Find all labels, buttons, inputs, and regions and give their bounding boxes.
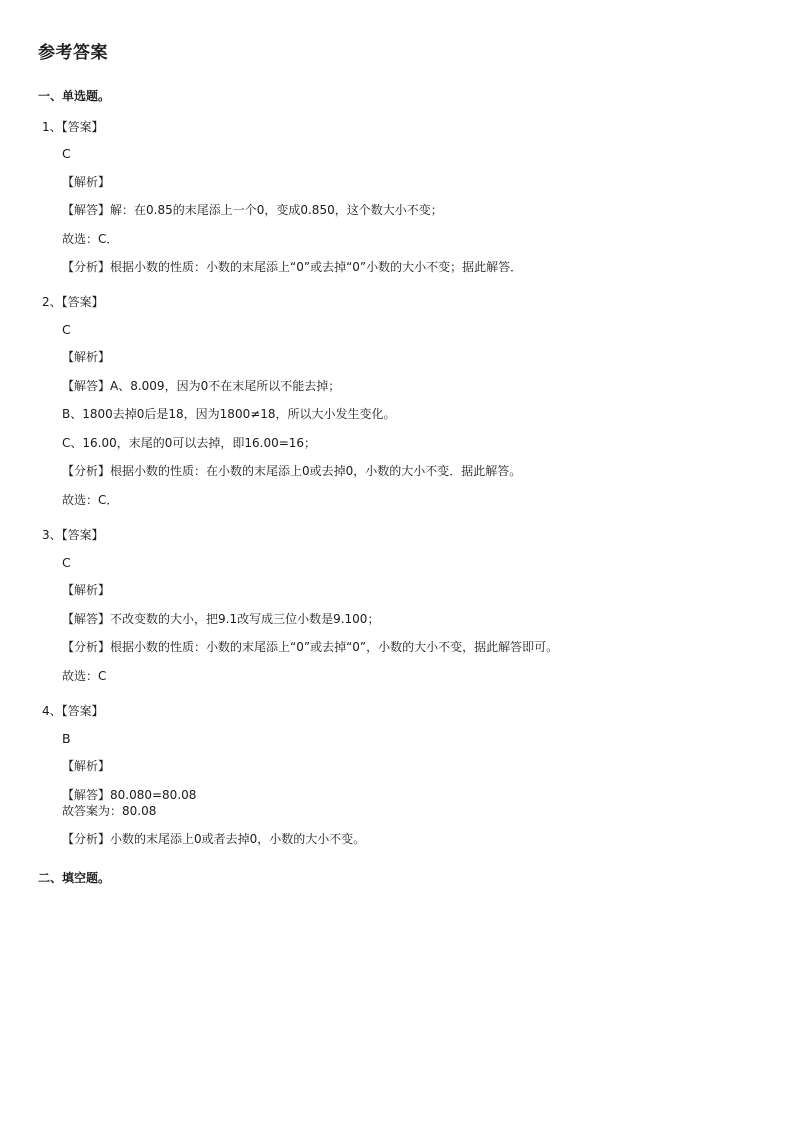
section-heading-single-choice: 一、单选题。 xyxy=(38,89,111,103)
question-1-reasoning: 【分析】根据小数的性质：小数的末尾添上“0”或去掉“0”小数的大小不变；据此解答． xyxy=(62,260,523,274)
question-4-answer: B xyxy=(62,731,71,746)
question-4-reasoning: 【分析】小数的末尾添上0或者去掉0，小数的大小不变。 xyxy=(62,832,366,846)
question-2-analysis-label: 【解析】 xyxy=(62,350,111,364)
question-2-number: 2、【答案】 xyxy=(42,295,104,309)
question-2-answer: C xyxy=(62,322,71,337)
question-2-reasoning: 【分析】根据小数的性质：在小数的末尾添上0或去掉0，小数的大小不变．据此解答。 xyxy=(62,464,522,478)
question-1-choice: 故选：C． xyxy=(62,232,119,246)
question-1-answer: C xyxy=(62,146,71,161)
question-4-solution: 【解答】80.080=80.08 xyxy=(62,788,197,802)
question-4-analysis-label: 【解析】 xyxy=(62,759,111,773)
question-3-reasoning: 【分析】根据小数的性质：小数的末尾添上“0”或去掉“0”，小数的大小不变，据此解答即可。 xyxy=(62,640,559,654)
question-3-analysis-label: 【解析】 xyxy=(62,583,111,597)
question-4-number: 4、【答案】 xyxy=(42,704,104,718)
question-3-answer: C xyxy=(62,555,71,570)
question-2-solution-a: 【解答】A、8.009，因为0不在末尾所以不能去掉； xyxy=(62,379,341,393)
question-4-final-answer: 故答案为：80.08 xyxy=(62,804,157,818)
page-title: 参考答案 xyxy=(38,43,108,63)
section-heading-fill-in-blank: 二、填空题。 xyxy=(38,871,111,885)
question-2-solution-b: B、1800去掉0后是18，因为1800≠18，所以大小发生变化。 xyxy=(62,407,396,421)
question-3-choice: 故选：C xyxy=(62,669,107,683)
question-2-solution-c: C、16.00，末尾的0可以去掉，即16.00=16； xyxy=(62,436,317,450)
question-1-number: 1、【答案】 xyxy=(42,120,104,134)
question-3-number: 3、【答案】 xyxy=(42,528,104,542)
question-3-solution: 【解答】不改变数的大小，把9.1改写成三位小数是9.100； xyxy=(62,612,380,626)
question-2-choice: 故选：C． xyxy=(62,493,119,507)
question-1-analysis-label: 【解析】 xyxy=(62,175,111,189)
question-1-solution: 【解答】解：在0.85的末尾添上一个0，变成0.850，这个数大小不变； xyxy=(62,203,443,217)
